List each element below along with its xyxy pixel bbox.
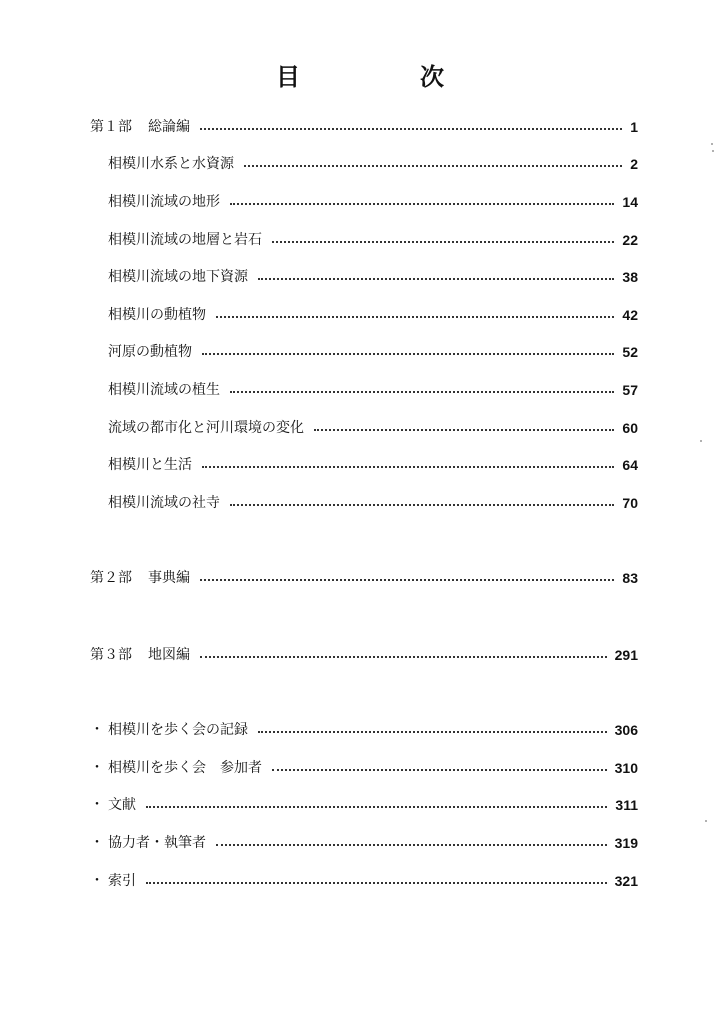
toc-entry (108, 378, 638, 402)
toc-entry-title: 河原の動植物 (108, 344, 192, 360)
dot-leader (258, 729, 607, 733)
page-number: 70 (622, 495, 638, 511)
dot-leader (202, 351, 614, 355)
page-number: 319 (614, 835, 638, 851)
dot-leader (230, 502, 614, 506)
page-number: 321 (614, 873, 638, 889)
dot-leader (200, 654, 607, 658)
part-number: 第１部 (90, 119, 132, 135)
toc-appendix-item (90, 756, 638, 780)
page-number: 22 (622, 232, 638, 248)
page-number: 1 (630, 119, 638, 135)
part-number: 第３部 (90, 647, 132, 663)
page-number: 306 (614, 722, 638, 738)
bullet: ・ (90, 722, 104, 738)
dot-leader (272, 239, 614, 243)
page-number: 64 (622, 457, 638, 473)
toc-entry (108, 416, 638, 440)
title-char-1: 目 (276, 62, 300, 91)
dot-leader (202, 464, 614, 468)
dot-leader (230, 201, 614, 205)
scan-speck (700, 440, 702, 442)
bullet: ・ (90, 760, 104, 776)
toc-entry (108, 453, 638, 477)
dot-leader (146, 804, 607, 808)
part-name: 事典編 (148, 570, 190, 586)
toc-part-label (90, 566, 190, 590)
toc-entry-title: 流域の都市化と河川環境の変化 (108, 420, 304, 436)
dot-leader (272, 767, 607, 771)
toc-entry-title: 相模川流域の地形 (108, 194, 220, 210)
page-number: 38 (622, 269, 638, 285)
toc-part-label (90, 643, 190, 667)
toc-entry-title: 相模川水系と水資源 (108, 156, 234, 172)
toc-entry (108, 491, 638, 515)
dot-leader (146, 880, 607, 884)
toc-entry-title: 文献 (108, 797, 136, 813)
toc-entry (108, 303, 638, 327)
toc-appendix-item (90, 793, 638, 817)
toc-appendix-item (90, 718, 638, 742)
page-number: 42 (622, 307, 638, 323)
page-number: 2 (630, 156, 638, 172)
dot-leader (230, 389, 614, 393)
page-number: 311 (615, 797, 638, 813)
toc-entry-title: 協力者・執筆者 (108, 835, 206, 851)
toc-entry-title: 相模川流域の社寺 (108, 495, 220, 511)
dot-leader (216, 842, 607, 846)
page-number: 14 (622, 194, 638, 210)
toc-part-3 (90, 643, 638, 667)
bullet: ・ (90, 797, 104, 813)
toc-entry-title: 相模川を歩く会の記録 (108, 722, 248, 738)
toc-part-label (90, 115, 190, 139)
toc-entry (108, 190, 638, 214)
toc-entry (108, 152, 638, 176)
page-number: 60 (622, 420, 638, 436)
dot-leader (200, 126, 622, 130)
dot-leader (244, 163, 622, 167)
bullet: ・ (90, 873, 104, 889)
page-number: 291 (614, 647, 638, 663)
toc-part-2 (90, 566, 638, 590)
page-number: 83 (622, 570, 638, 586)
page-number: 52 (622, 344, 638, 360)
toc-entry-title: 相模川流域の地層と岩石 (108, 232, 262, 248)
toc-entry (108, 228, 638, 252)
toc-entry (108, 265, 638, 289)
toc-entry-title: 相模川の動植物 (108, 307, 206, 323)
part-number: 第２部 (90, 570, 132, 586)
toc-entry-title: 相模川流域の植生 (108, 382, 220, 398)
dot-leader (258, 276, 614, 280)
scan-speck (712, 150, 714, 152)
toc-part-1 (90, 115, 638, 139)
part-name: 地図編 (148, 647, 190, 663)
toc-entry-title: 相模川を歩く会 参加者 (108, 760, 262, 776)
toc-entry-title: 相模川流域の地下資源 (108, 269, 248, 285)
page-number: 310 (614, 760, 638, 776)
page-number: 57 (622, 382, 638, 398)
title-char-2: 次 (420, 62, 444, 91)
dot-leader (200, 577, 614, 581)
dot-leader (314, 427, 614, 431)
scan-speck (705, 820, 707, 822)
part-name: 総論編 (148, 119, 190, 135)
toc-appendix-item (90, 831, 638, 855)
toc-entry-title: 索引 (108, 873, 136, 889)
bullet: ・ (90, 835, 104, 851)
toc-appendix-item (90, 869, 638, 893)
dot-leader (216, 314, 614, 318)
toc-entry-title: 相模川と生活 (108, 457, 192, 473)
page-title (0, 60, 720, 94)
scan-speck (711, 143, 713, 145)
toc-entry (108, 340, 638, 364)
